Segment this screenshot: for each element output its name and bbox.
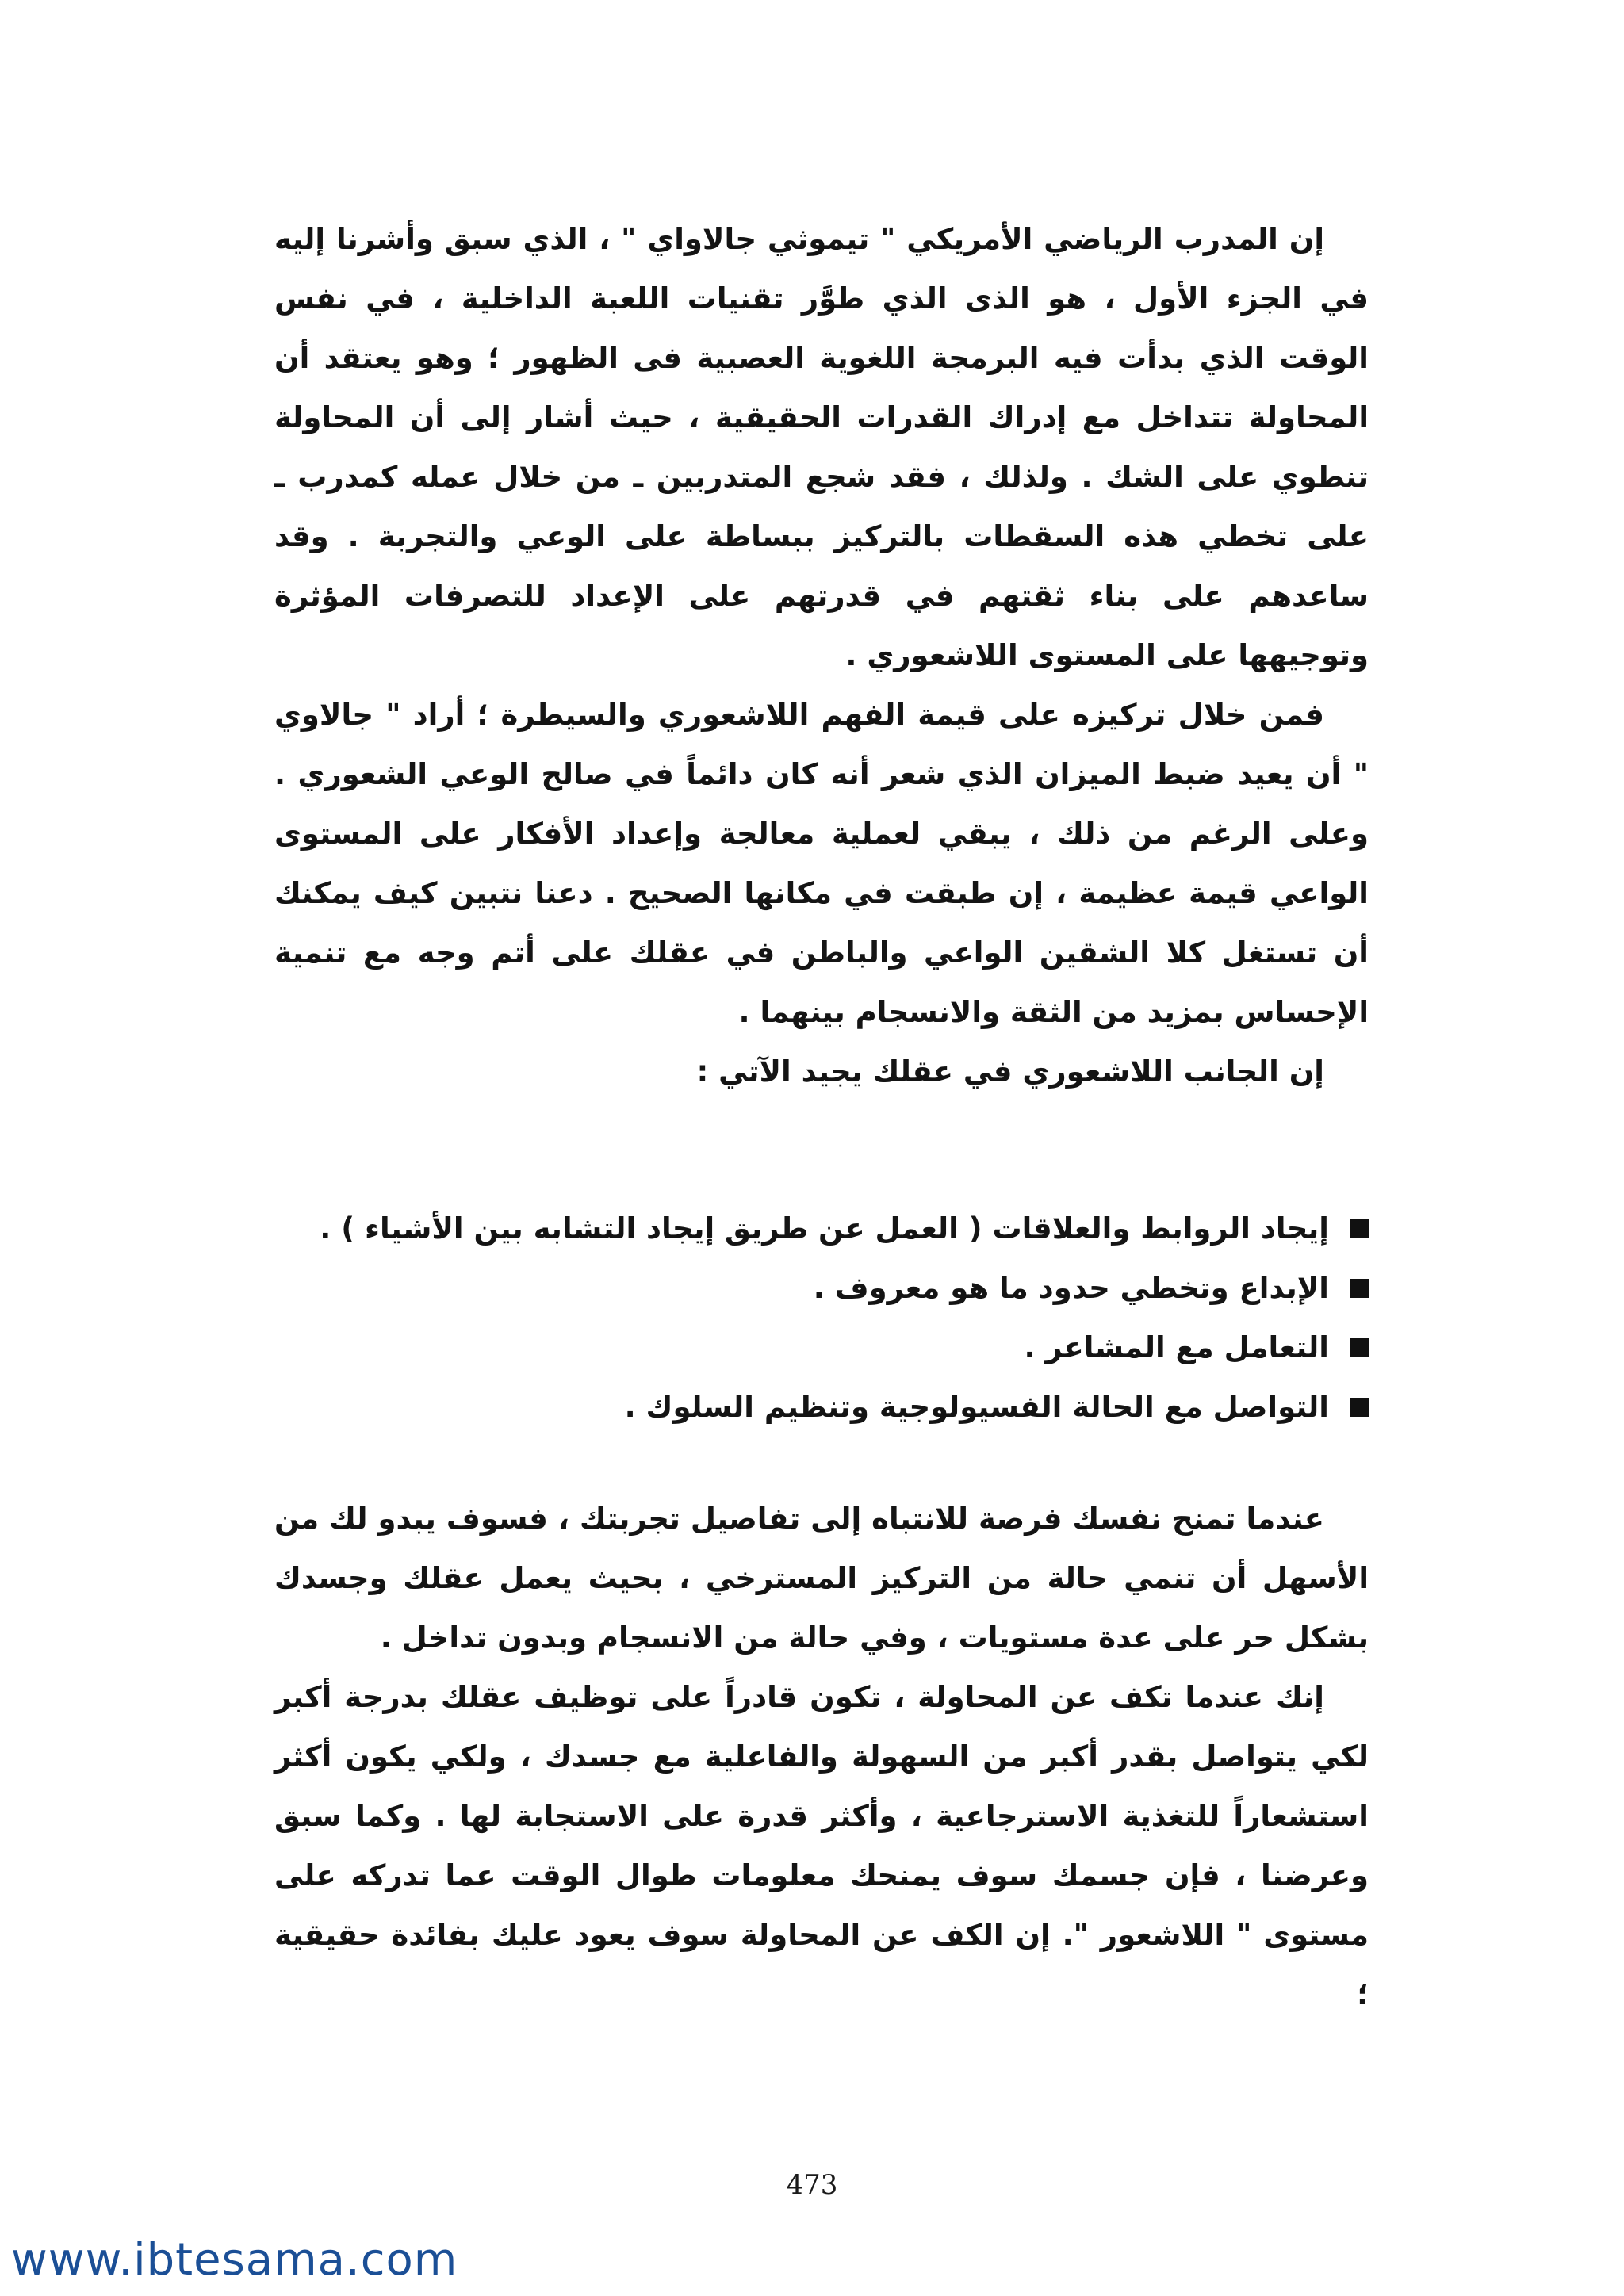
square-bullet-icon (1350, 1398, 1369, 1417)
square-bullet-icon (1350, 1279, 1369, 1298)
paragraph-4: عندما تمنح نفسك فرصة للانتباه إلى تفاصيل تجربتك ، فسوف يبدو لك من الأسهل أن تنمي حالة من التركيز المسترخي ، بحيث يعمل عقلك وجسدك بشكل حر على عدة مستويات ، وفي حالة من الانسجام وبدون تداخل . (274, 1502, 1369, 1655)
paragraph-3-list-intro: إن الجانب اللاشعوري في عقلك يجيد الآتي : (696, 1054, 1324, 1089)
paragraph-2: فمن خلال تركيزه على قيمة الفهم اللاشعوري والسيطرة ؛ أراد " جالاوي " أن يعيد ضبط الميزان الذي شعر أنه كان دائماً في صالح الوعي الشعوري . وعلى الرغم من ذلك ، يبقي لعملية معالجة وإعداد الأفكار على المستوى الواعي قيمة عظيمة ، إن طبقت في مكانها الصحيح . دعنا نتبين كيف يمكنك أن تستغل كلا الشقين الواعي والباطن في عقلك على أتم وجه مع تنمية الإحساس بمزيد من الثقة والانسجام بينهما . (274, 698, 1369, 1029)
paragraph-5: إنك عندما تكف عن المحاولة ، تكون قادراً على توظيف عقلك بدرجة أكبر لكي يتواصل بقدر أكبر من السهولة والفاعلية مع جسدك ، ولكي يكون أكثر استشعاراً للتغذية الاسترجاعية ، وأكثر قدرة على الاستجابة لها . وكما سبق وعرضنا ، فإن جسمك سوف يمنحك معلومات طوال الوقت عما تدركه على مستوى " اللاشعور ". إن الكف عن المحاولة سوف يعود عليك بفائدة حقيقية ؛ (274, 1680, 1369, 2011)
square-bullet-icon (1350, 1219, 1369, 1238)
list-item-text: التواصل مع الحالة الفسيولوجية وتنظيم السلوك . (624, 1390, 1329, 1424)
square-bullet-icon (1350, 1338, 1369, 1357)
list-item (274, 1318, 1369, 1377)
list-item (274, 1199, 1369, 1258)
watermark-url: www.ibtesama.com (11, 2234, 458, 2286)
bullet-list (274, 1199, 1369, 1437)
body-text-top (274, 209, 1369, 1101)
list-item (274, 1377, 1369, 1437)
list-item-text: التعامل مع المشاعر . (1024, 1330, 1329, 1364)
list-item-text: إيجاد الروابط والعلاقات ( العمل عن طريق إيجاد التشابه بين الأشياء ) . (320, 1211, 1329, 1246)
body-text-bottom (274, 1489, 1369, 2024)
list-item-text: الإبداع وتخطي حدود ما هو معروف . (813, 1271, 1329, 1305)
paragraph-1: إن المدرب الرياضي الأمريكي " تيموثي جالاواي " ، الذي سبق وأشرنا إليه في الجزء الأول ، هو الذى الذي طوَّر تقنيات اللعبة الداخلية ، في نفس الوقت الذي بدأت فيه البرمجة اللغوية العصبية فى الظهور ؛ وهو يعتقد أن المحاولة تتداخل مع إدراك القدرات الحقيقية ، حيث أشار إلى أن المحاولة تنطوي على الشك . ولذلك ، فقد شجع المتدربين ـ من خلال عمله كمدرب ـ على تخطي هذه السقطات بالتركيز ببساطة على الوعي والتجربة . وقد ساعدهم على بناء ثقتهم في قدرتهم على الإعداد للتصرفات المؤثرة وتوجيهها على المستوى اللاشعوري . (274, 222, 1369, 672)
list-item (274, 1258, 1369, 1318)
page-number: 473 (786, 2169, 838, 2201)
